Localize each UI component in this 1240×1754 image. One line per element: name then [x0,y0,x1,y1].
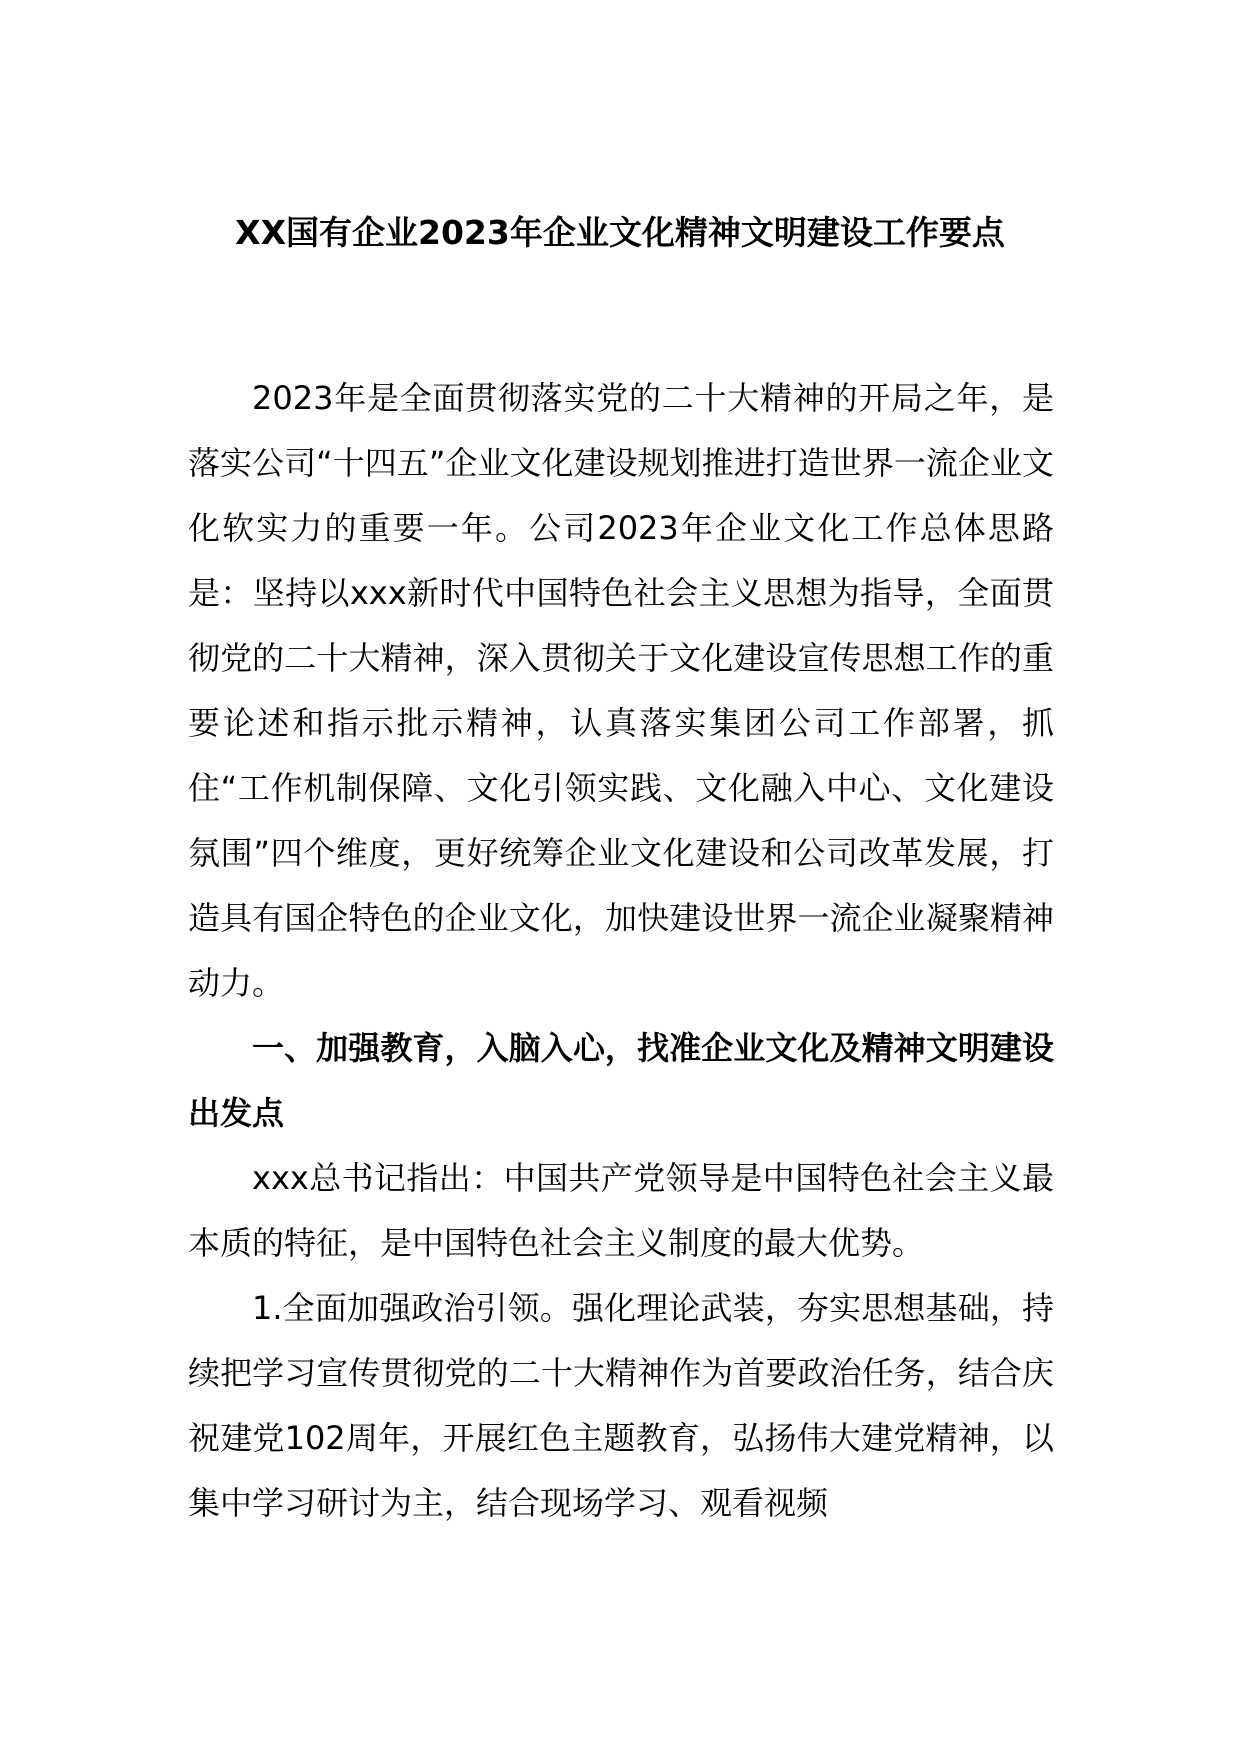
item-paragraph-1: 1.全面加强政治引领。强化理论武装，夯实思想基础，持续把学习宣传贯彻党的二十大精神作为首要政治任务，结合庆祝建党102周年，开展红色主题教育，弘扬伟大建党精神，以集中学习研讨为主，结合现场学习、观看视频 [188,1289,1054,1522]
document-body [188,366,1054,1536]
quote-paragraph: xxx总书记指出：中国共产党领导是中国特色社会主义最本质的特征，是中国特色社会主义制度的最大优势。 [188,1159,1054,1262]
section-heading-1: 一、加强教育，入脑入心，找准企业文化及精神文明建设出发点 [188,1029,1054,1132]
intro-paragraph: 2023年是全面贯彻落实党的二十大精神的开局之年，是落实公司“十四五”企业文化建设规划推进打造世界一流企业文化软实力的重要一年。公司2023年企业文化工作总体思路是：坚持以xxx新时代中国特色社会主义思想为指导，全面贯彻党的二十大精神，深入贯彻关于文化建设宣传思想工作的重要论述和指示批示精神，认真落实集团公司工作部署，抓住“工作机制保障、文化引领实践、文化融入中心、文化建设氛围”四个维度，更好统筹企业文化建设和公司改革发展，打造具有国企特色的企业文化，加快建设世界一流企业凝聚精神动力。 [188,379,1054,1002]
document-title: XX国有企业2023年企业文化精神文明建设工作要点 [235,213,1005,252]
